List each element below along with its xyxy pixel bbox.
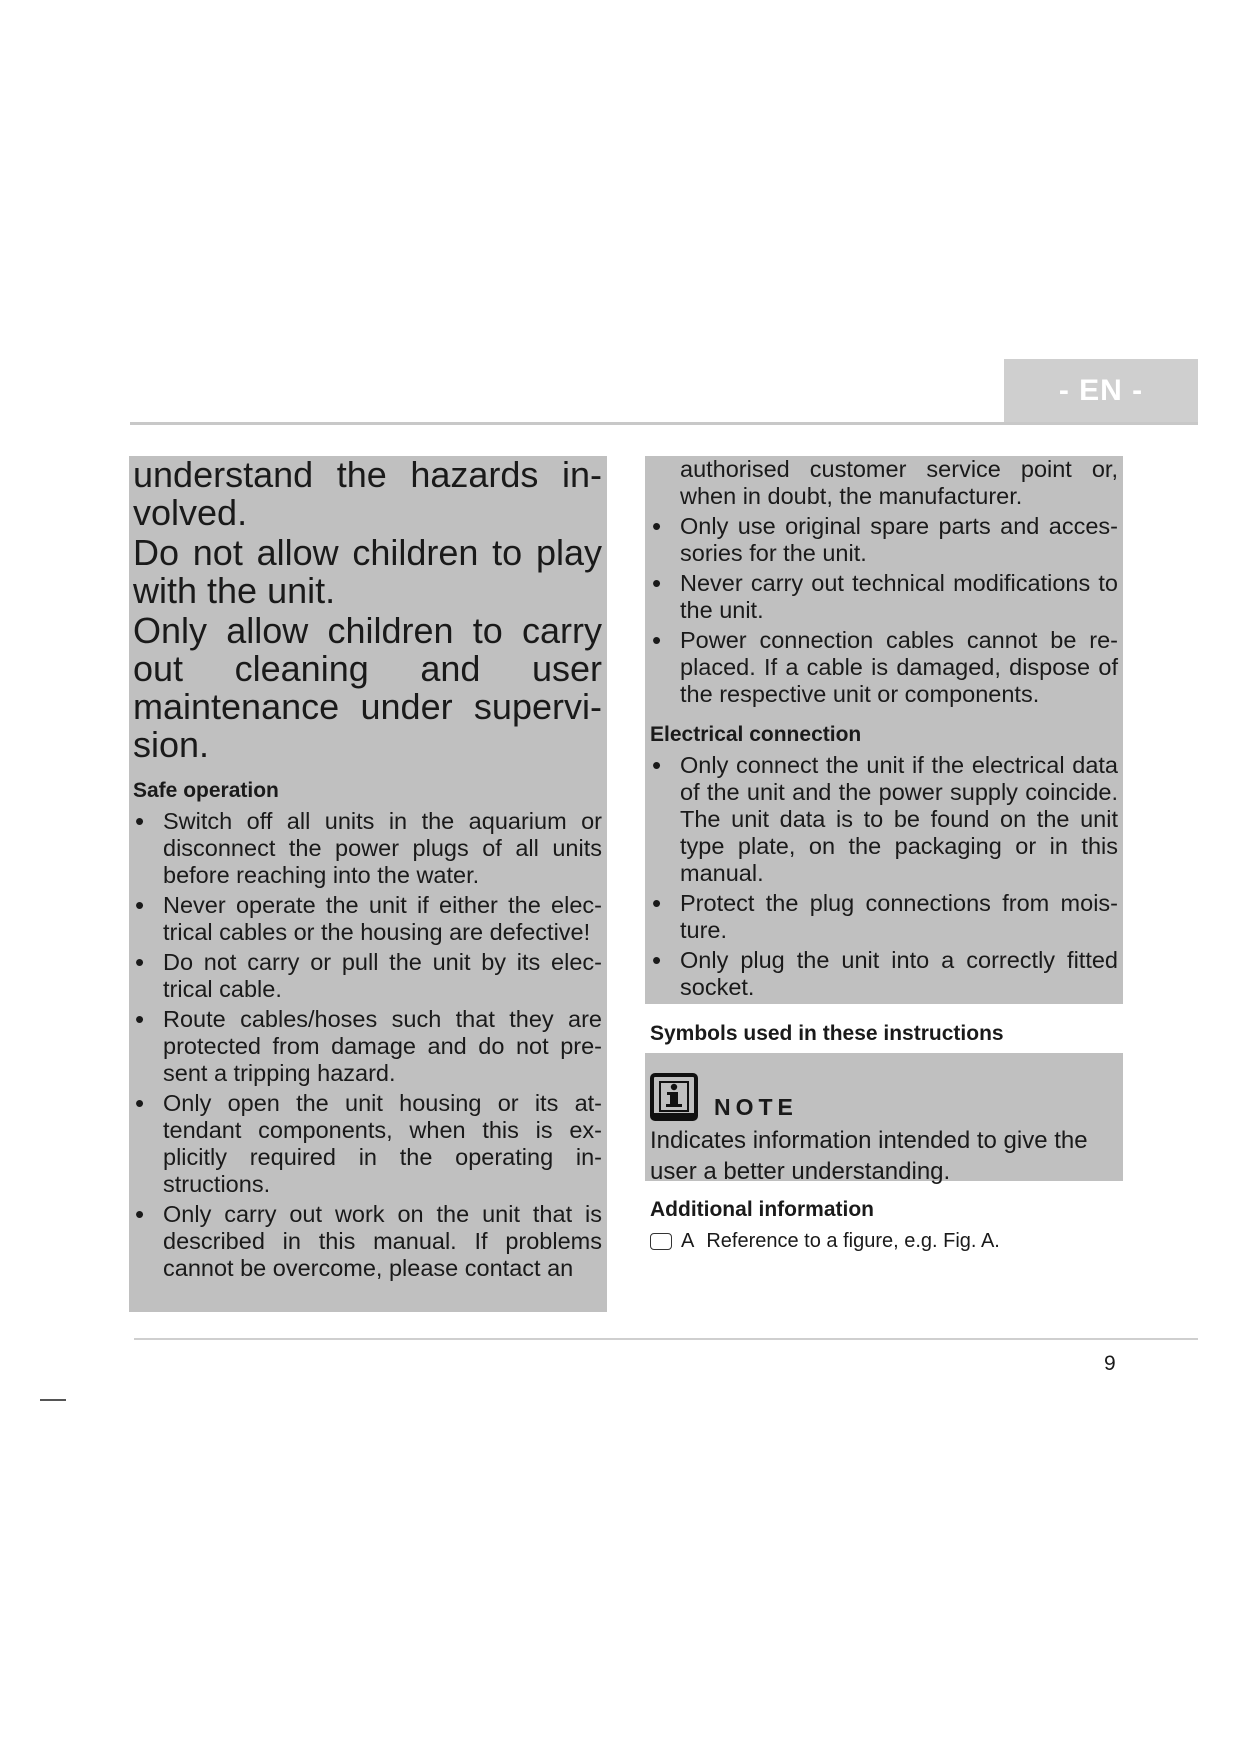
- continuation-text: authorised customer service point or, when in doubt, the manufacturer.: [680, 456, 1118, 509]
- figure-reference-text: Reference to a figure, e.g. Fig. A.: [706, 1230, 1000, 1252]
- header-rule: [130, 422, 1198, 425]
- list-item: • Do not carry or pull the unit by its electrical cable.: [133, 949, 602, 1003]
- list-item: • Only carry out work on the unit that is described in this manual. If problems cannot be overcome, please contact an: [133, 1201, 602, 1282]
- list-item: • Power connection cables cannot be replaced. If a cable is damaged, dispose of the respective unit or components.: [650, 627, 1118, 708]
- note-text: Indicates information intended to give the user a better understanding.: [650, 1127, 1088, 1185]
- page-number: 9: [1104, 1352, 1116, 1375]
- note-label: NOTE: [714, 1094, 798, 1120]
- list-item: • Protect the plug connections from moisture.: [650, 890, 1118, 944]
- list-item: • Switch off all units in the aquarium or disconnect the power plugs of all units before reaching into the water.: [133, 808, 602, 889]
- list-item: • Never carry out technical modifications to the unit.: [650, 570, 1118, 624]
- language-tab: - EN -: [1004, 359, 1198, 423]
- electrical-connection-heading: Electrical connection: [650, 723, 862, 746]
- note-box: [645, 1053, 1123, 1185]
- scan-mark: [40, 1399, 66, 1401]
- intro-paragraph: Only allow children to carry out cleaning and user maintenance under supervision.: [133, 610, 602, 765]
- list-item: • Never operate the unit if either the electrical cables or the housing are defective!: [133, 892, 602, 946]
- general-safety-list: [650, 513, 1118, 708]
- intro-paragraph: Do not allow children to play with the unit.: [133, 532, 602, 611]
- intro-paragraph: understand the hazards involved.: [133, 454, 602, 533]
- list-item: • Only use original spare parts and accessories for the unit.: [650, 513, 1118, 567]
- safe-operation-heading: Safe operation: [133, 779, 279, 802]
- list-item: • Only plug the unit into a correctly fitted socket.: [650, 947, 1118, 1001]
- additional-information-heading: Additional information: [650, 1198, 874, 1221]
- left-column: [129, 456, 607, 1312]
- footer-rule: [134, 1338, 1198, 1340]
- info-icon: [650, 1073, 698, 1121]
- safe-operation-list: [133, 808, 602, 1282]
- figure-reference-icon: [650, 1233, 672, 1250]
- figure-letter: A: [681, 1230, 695, 1252]
- list-item: • Only open the unit housing or its attendant components, when this is explicitly required in the operating instructions.: [133, 1090, 602, 1198]
- figure-reference: [650, 1228, 1000, 1254]
- list-item: • Only connect the unit if the electrical data of the unit and the power supply coincide. The unit data is to be found on the unit type plate, on the packaging or in this manual.: [650, 752, 1118, 887]
- electrical-connection-list: [650, 752, 1118, 1001]
- symbols-heading: Symbols used in these instructions: [650, 1022, 1004, 1045]
- list-item: • Route cables/hoses such that they are protected from damage and do not present a tripping hazard.: [133, 1006, 602, 1087]
- right-column: [645, 456, 1123, 1004]
